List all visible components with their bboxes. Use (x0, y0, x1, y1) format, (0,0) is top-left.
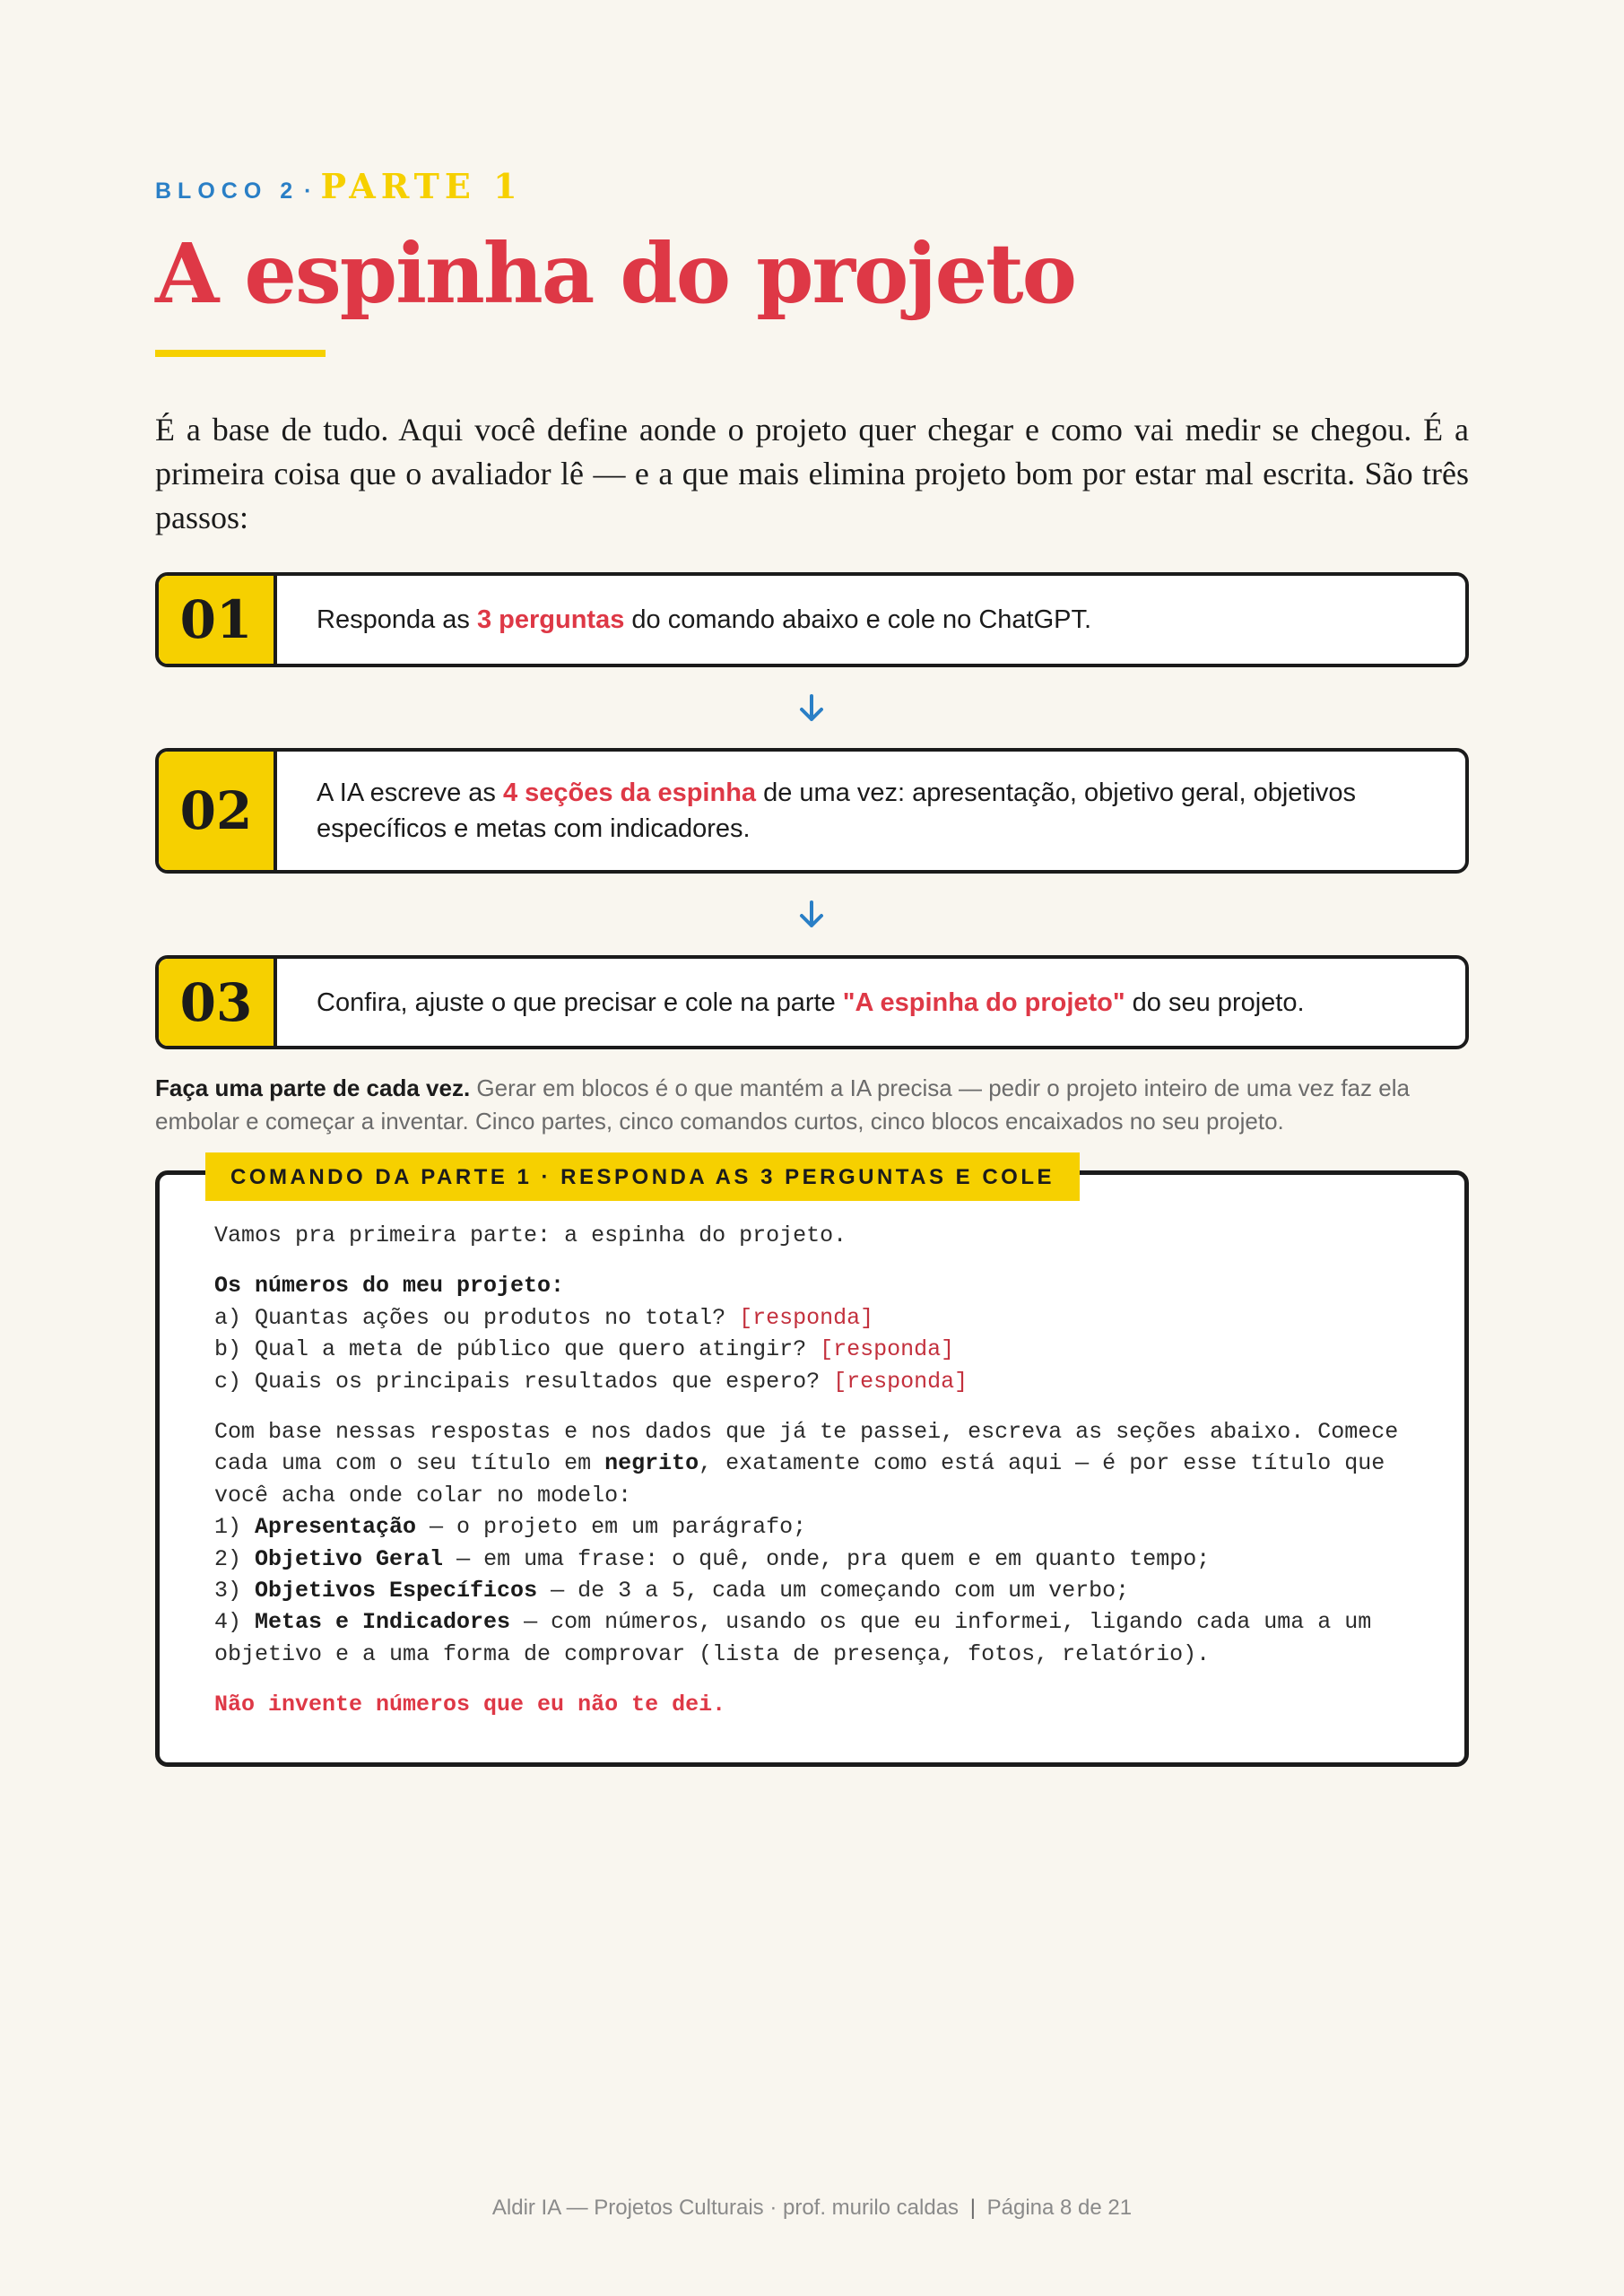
step-text: A IA escreve as 4 seções da espinha de uma vez: apresentação, objetivo geral, objetivos específicos e metas com indicadores. (317, 778, 1357, 843)
footer-credit: Aldir IA — Projetos Culturais · prof. murilo caldas (491, 2196, 960, 2220)
command-tab-label: COMANDO DA PARTE 1 · RESPONDA AS 3 PERGUNTAS E COLE (205, 1152, 1080, 1201)
numbers-heading: Os números do meu projeto: (214, 1273, 565, 1300)
step-number: 02 (159, 752, 277, 870)
page-footer (0, 2196, 1624, 2221)
page-title: A espinha do projeto (155, 225, 1075, 322)
step-3-card (155, 955, 1469, 1049)
eyebrow (155, 166, 523, 206)
question-a: a) Quantas ações ou produtos no total? [responda] (214, 1304, 874, 1331)
question-b: b) Qual a meta de público que quero atingir? [responda] (214, 1336, 955, 1363)
question-c: c) Quais os principais resultados que espero? [responda] (214, 1368, 968, 1395)
arrow-down-icon (794, 897, 829, 933)
step-highlight: 4 seções da espinha (502, 778, 757, 807)
bloco-label: BLOCO 2 (155, 178, 300, 204)
tip-note: Faça uma parte de cada vez. Gerar em blocos é o que mantém a IA precisa — pedir o projeto inteiro de uma vez faz ela embolar e começar a inventar. Cinco partes, cinco comandos curtos, cinco blocos encaixados no seu projeto. (155, 1074, 1410, 1135)
section-3: 3) Objetivos Específicos — de 3 a 5, cada um começando com um verbo; (214, 1578, 1130, 1605)
command-intro-line: Vamos pra primeira parte: a espinha do projeto. (214, 1222, 847, 1248)
step-highlight: "A espinha do projeto" (842, 987, 1125, 1017)
title-underline (155, 350, 326, 357)
section-1: 1) Apresentação — o projeto em um parágrafo; (214, 1514, 807, 1541)
step-2-card (155, 748, 1469, 874)
step-number: 01 (159, 576, 277, 664)
parte-label: PARTE 1 (320, 166, 523, 206)
step-number: 03 (159, 959, 277, 1046)
arrow-down-icon (794, 691, 829, 726)
page-number: Página 8 de 21 (986, 2196, 1133, 2220)
eyebrow-separator: · (304, 178, 312, 204)
tip-note-bold: Faça uma parte de cada vez. (155, 1074, 471, 1101)
section-4: 4) Metas e Indicadores — com números, usando os que eu informei, ligando cada uma a um objetivo e a uma forma de comprovar (lista de presença, fotos, relatório). (214, 1609, 1385, 1667)
command-text (214, 1220, 1416, 1721)
step-highlight: 3 perguntas (476, 605, 625, 634)
section-2: 2) Objetivo Geral — em uma frase: o quê, onde, pra quem e em quanto tempo; (214, 1545, 1211, 1572)
step-text: Responda as 3 perguntas do comando abaixo e cole no ChatGPT. (317, 605, 1092, 634)
command-warning: Não invente números que eu não te dei. (214, 1692, 726, 1718)
footer-separator: | (969, 2196, 976, 2220)
step-1-card (155, 572, 1469, 667)
command-body: Com base nessas respostas e nos dados que já te passei, escreva as seções abaixo. Comece cada uma com o seu título em negrito, exatamente como está aqui — é por esse título que você acha onde colar no modelo: (214, 1419, 1412, 1509)
step-text: Confira, ajuste o que precisar e cole na parte "A espinha do projeto" do seu projeto. (317, 987, 1305, 1017)
intro-paragraph: É a base de tudo. Aqui você define aonde o projeto quer chegar e como vai medir se chegou. É a primeira coisa que o avaliador lê — e a que mais elimina projeto bom por estar mal escrita. São três passos: (155, 412, 1469, 535)
